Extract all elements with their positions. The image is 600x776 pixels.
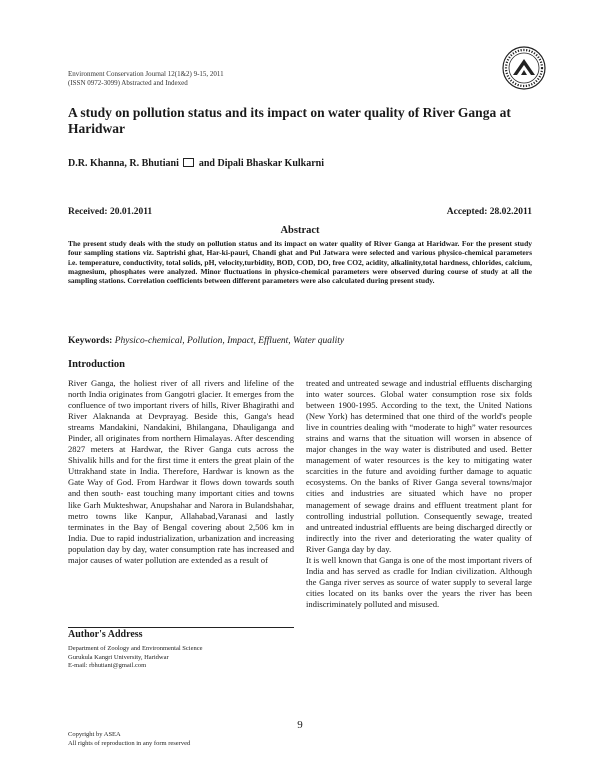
copyright-line: Copyright by ASEA <box>68 731 121 738</box>
introduction-heading: Introduction <box>68 359 125 370</box>
abstract-heading: Abstract <box>280 225 320 236</box>
accepted-date: Accepted: 28.02.2011 <box>446 207 532 217</box>
keywords-text: Physico-chemical, Pollution, Impact, Effluent, Water quality <box>114 336 345 346</box>
abstract-text: The present study deals with the study on pollution status and its impact on water quality of River Ganga at Haridwar. For the present study four sampling stations viz. Saptrishi ghat, Har-ki-pauri, Chandi ghat and Pul Jatwara were selected and various physico-chemical parameters i.e. temperature, conductivity, total solids, pH, velocity,turbidity, BOD, COD, DO, free CO2, acidity, alkalinity,total hardness, chlorides, calcium, magnesium, phosphates were analyzed. Minor fluctuations in physico-chemical parameters were observed during course of study at all the sampling stations. Correlation coefficients between different parameters were also calculated during present study. <box>68 239 532 286</box>
introduction-paragraph-2: treated and untreated sewage and industrial effluents discharging into water sources. Global water consumption rose six folds between 1900-1995. According to the text, the United Nations (New York) has determined that one third of the world's people live in countries dealing with “moderate to high” water resources strains and warns that the situation will worsen in absence of major changes in the way water is distributed and used. Better management of water resources is the key to mitigating water scarcities in the future and avoiding further damage to aquatic ecosystems. On the banks of River Ganga several towns/major cities and industries are situated which have no proper management of sewage drains and effluent treatment plant for controlling industrial pollution. Consequently sewage, treated and untreated industrial effluents are being discharged directly or indirectly into the river and deteriorating the water quality of River Ganga day by day. <box>306 378 532 554</box>
journal-header <box>68 70 224 88</box>
address-university: Gurukula Kangri University, Haridwar <box>68 653 169 661</box>
introduction-paragraph-3: It is well known that Ganga is one of the most important rivers of India and has served as cradle for Indian civilization. Although the Ganga river serves as source of water supply to several large cities located on its banks over the years the river has been indiscriminately polluted and misused. <box>306 554 532 609</box>
envelope-icon <box>183 158 194 167</box>
journal-issn: (ISSN 0972-3099) Abstracted and Indexed <box>68 79 188 87</box>
journal-citation: Environment Conservation Journal 12(1&2) 9-15, 2011 <box>68 70 224 78</box>
author-address-heading: Author's Address <box>68 629 143 640</box>
journal-seal-icon <box>502 46 546 90</box>
rights-line: All rights of reproduction in any form reserved <box>68 739 191 747</box>
keywords-label: Keywords: <box>68 336 113 346</box>
paper-title: A study on pollution status and its impact on water quality of River Ganga at Haridwar <box>68 105 511 136</box>
authors-secondary: and Dipali Bhaskar Kulkarni <box>198 158 325 169</box>
page-number: 9 <box>297 719 303 731</box>
introduction-column-1: River Ganga, the holiest river of all rivers and lifeline of the north India originates from Gangotri glacier. It emerges from the confluence of two important rivers of hills, River Bhagirathi and River Alaknanda at Devprayag. Beside this, Ganga's head streams Mandakini, Nandakini, Bhilangana, Dhauliganga and Pinder, all originates from northern Himalayas. After descending 2827 meters at Hardwar, the River Ganga cuts across the Shivalik hills and for the first time it enters the great plain of the Uttrakhand state in India. Therefore, Hardwar is known as the Gate Way of God. From Hardwar it flows down towards south and then south- east touching many important cities and towns like Garh Mukteshwar, Anupshahar and Narora in Bulandshahar, metro towns like Kanpur, Allahabad,Varanasi and lastly terminates in the Bay of Bengal covering about 2,506 km in India. Due to rapid industrialization, urbanization and increasing population day by day, water consumption rate has increased and major causes of water pollution are extended as a result of <box>68 378 294 565</box>
introduction-column-2 <box>306 378 532 610</box>
authors-primary: D.R. Khanna, R. Bhutiani <box>68 158 179 169</box>
author-address <box>68 645 202 671</box>
address-divider <box>68 627 294 628</box>
address-department: Department of Zoology and Environmental Science <box>68 645 203 652</box>
copyright-footer <box>68 731 190 748</box>
author-list <box>68 157 324 169</box>
address-email: E-mail: rbhutiani@gmail.com <box>68 662 147 669</box>
received-date: Received: 20.01.2011 <box>68 207 153 217</box>
keywords <box>68 336 344 346</box>
